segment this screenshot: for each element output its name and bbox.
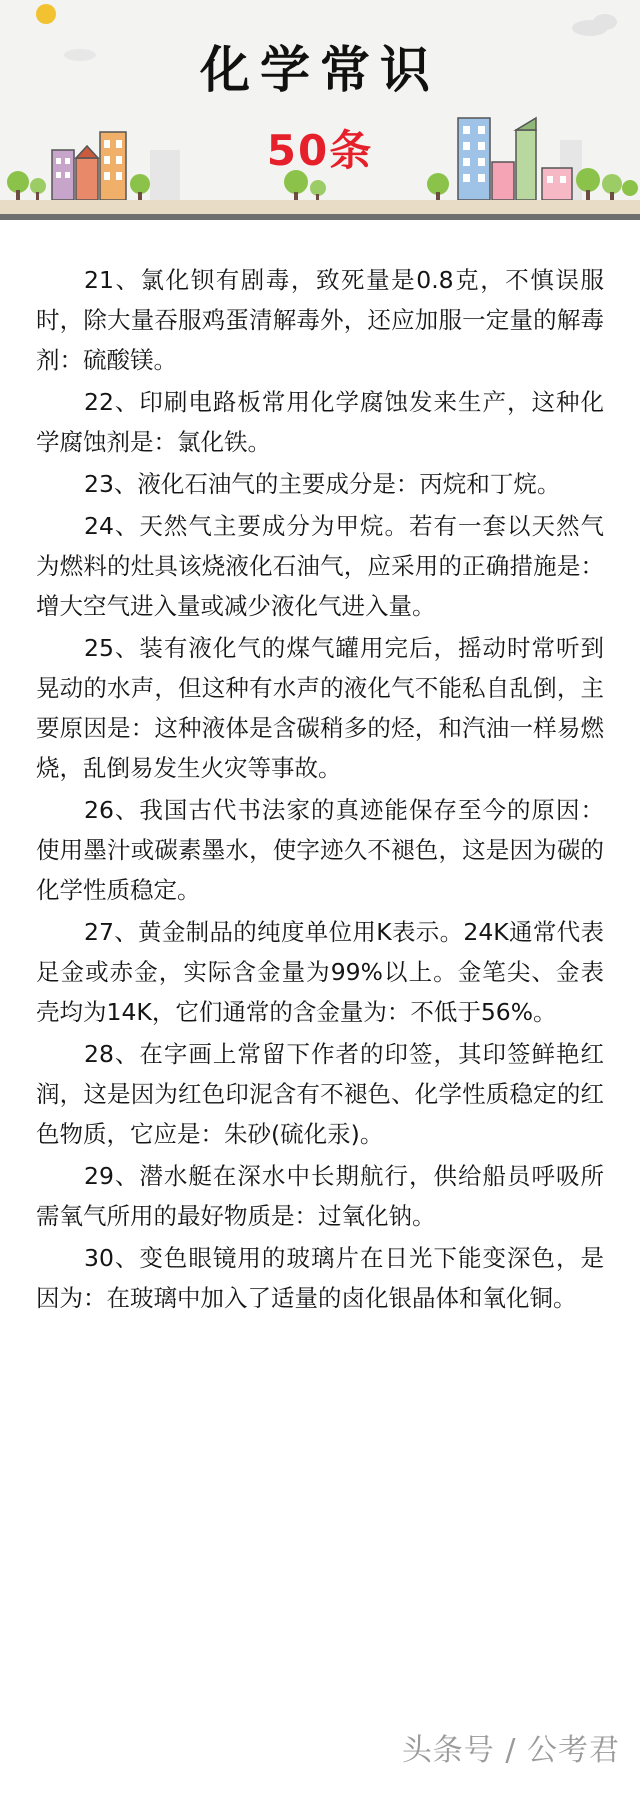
list-item: 29、潜水艇在深水中长期航行，供给船员呼吸所需氧气所用的最好物质是：过氧化钠。: [36, 1162, 604, 1230]
banner-title: 化学常识: [200, 40, 440, 99]
banner-subtitle: 50条: [266, 126, 374, 175]
watermark: 头条号 / 公考君: [401, 1733, 620, 1768]
header-banner: [0, 0, 640, 246]
list-item: 30、变色眼镜用的玻璃片在日光下能变深色，是因为：在玻璃中加入了适量的卤化银晶体和氧化铜。: [36, 1244, 604, 1312]
list-item: 23、液化石油气的主要成分是：丙烷和丁烷。: [84, 470, 561, 498]
list-item: 22、印刷电路板常用化学腐蚀发来生产，这种化学腐蚀剂是：氯化铁。: [36, 388, 604, 456]
list-item: 28、在字画上常留下作者的印签，其印签鲜艳红润，这是因为红色印泥含有不褪色、化学性质稳定的红色物质，它应是：朱砂(硫化汞)。: [36, 1040, 604, 1148]
list-item: 26、我国古代书法家的真迹能保存至今的原因：使用墨汁或碳素墨水，使字迹久不褪色，这是因为碳的化学性质稳定。: [36, 796, 604, 904]
list-item: 24、天然气主要成分为甲烷。若有一套以天然气为燃料的灶具该烧液化石油气，应采用的正确措施是：增大空气进入量或减少液化气进入量。: [36, 512, 604, 620]
list-item: 25、装有液化气的煤气罐用完后，摇动时常听到晃动的水声，但这种有水声的液化气不能私自乱倒，主要原因是：这种液体是含碳稍多的烃，和汽油一样易燃烧，乱倒易发生火灾等事故。: [36, 634, 604, 782]
article-body: [36, 260, 604, 1320]
list-item: 27、黄金制品的纯度单位用K表示。24K通常代表足金或赤金，实际含金量为99%以上。金笔尖、金表壳均为14K，它们通常的含金量为：不低于56%。: [36, 918, 604, 1026]
list-item: 21、氯化钡有剧毒，致死量是0.8克，不慎误服时，除大量吞服鸡蛋清解毒外，还应加服一定量的解毒剂：硫酸镁。: [36, 266, 604, 374]
